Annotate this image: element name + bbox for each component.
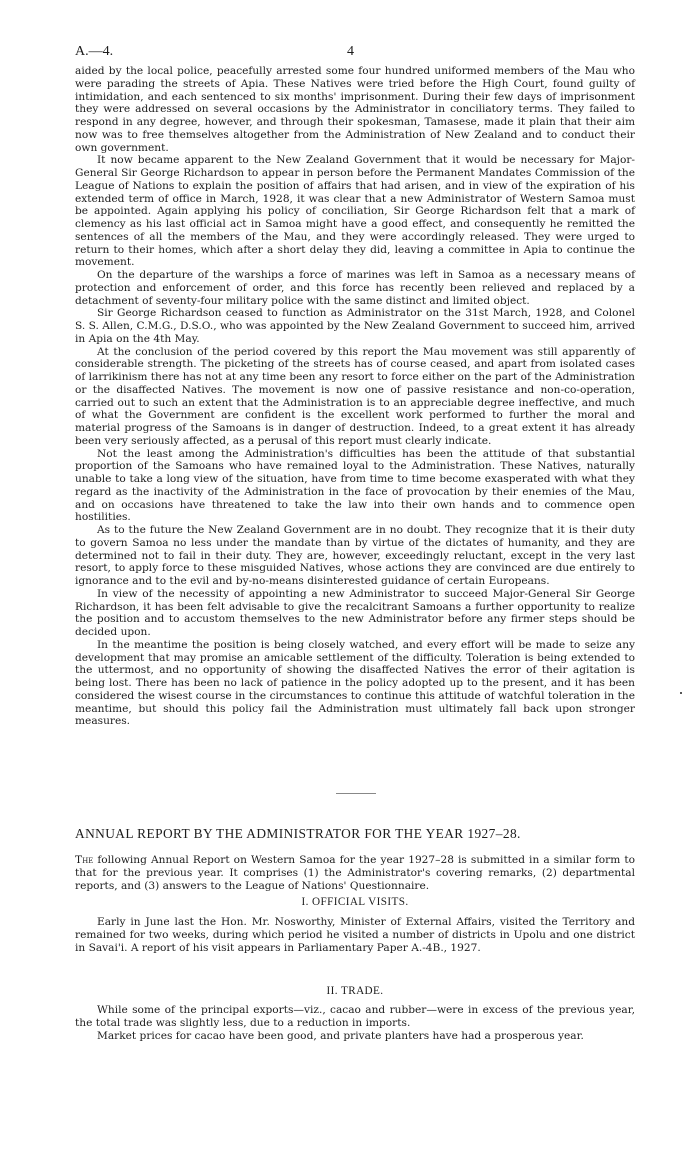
- paragraph: It now became apparent to the New Zealand Government that it would be necessary for Major-General Sir George Richardson to appear in person before the Permanent Mandates Commission of the League of Nations to explain the position of affairs that had arisen, and in view of the expiration of his extended term of office in March, 1928, it was clear that a new Administrator of Western Samoa must be appointed. Again applying his policy of conciliation, Sir George Richardson felt that a mark of clemency as his last official act in Samoa might have a good effect, and consequently he remitted the sentences of all the members of the Mau, and they were accordingly released. They were urged to return to their homes, which after a short delay they did, leaving a committee in Apia to continue the movement.: [75, 154, 635, 269]
- section-heading-trade: II. TRADE.: [326, 985, 384, 997]
- section-divider: [336, 793, 376, 794]
- section-body-official-visits: [75, 916, 635, 954]
- paragraph: While some of the principal exports—viz., cacao and rubber—were in excess of the previous year, the total trade was slightly less, due to a reduction in imports.: [75, 1004, 635, 1029]
- paragraph: aided by the local police, peacefully arrested some four hundred uniformed members of the Mau who were parading the streets of Apia. These Natives were tried before the High Court, found guilty of intimidation, and each sentenced to six months' imprisonment. During their few days of imprisonment they were addressed on several occasions by the Administrator in conciliatory terms. They failed to respond in any degree, however, and through their spokesman, Tamasese, made it plain that their aim now was to free themselves altogether from the Administration of New Zealand and to conduct their own government.: [75, 65, 635, 154]
- paragraph: In the meantime the position is being closely watched, and every effort will be made to seize any development that may promise an amicable settlement of the difficulty. Toleration is being extended to the uttermost, and no opportunity of showing the disaffected Natives the error of their agitation is being lost. There has been no lack of patience in the policy adopted up to the present, and it has been considered the wisest course in the circumstances to continue this attitude of watchful toleration in the meantime, but should this policy fail the Administration must ultimately fall back upon stronger measures.: [75, 638, 635, 728]
- report-intro: [75, 854, 635, 892]
- paragraph: Early in June last the Hon. Mr. Nosworthy, Minister of External Affairs, visited the Territory and remained for two weeks, during which period he visited a number of districts in Upolu and one district in Savai'i. A report of his visit appears in Parliamentary Paper A.-4B., 1927.: [75, 916, 635, 954]
- section-heading-official-visits: I. OFFICIAL VISITS.: [301, 896, 409, 908]
- paragraph: Not the least among the Administration's difficulties has been the attitude of that substantial proportion of the Samoans who have remained loyal to the Administration. These Natives, naturally unable to take a long view of the situation, have from time to time become exasperated with what they regard as the inactivity of the Administration in the face of provocation by their enemies of the Mau, and on occasions have threatened to take the law into their own hands and to commence open hostilities.: [75, 447, 635, 524]
- intro-text: following Annual Report on Western Samoa for the year 1927–28 is submitted in a similar form to that for the previous year. It comprises (1) the Administrator's covering remarks, (2) departmental reports, and (3) answers to the League of Nations' Questionnaire.: [75, 854, 635, 892]
- paragraph: Sir George Richardson ceased to function as Administrator on the 31st March, 1928, and Colonel S. S. Allen, C.M.G., D.S.O., who was appointed by the New Zealand Government to succeed him, arrived in Apia on the 4th May.: [75, 307, 635, 345]
- paragraph: At the conclusion of the period covered by this report the Mau movement was still apparently of considerable strength. The picketing of the streets has of course ceased, and apart from isolated cases of larrikinism there has not at any time been any resort to force either on the part of the Administration or the disaffected Natives. The movement is now one of passive resistance and non-co-operation, carried out to such an extent that the Administration is to an appreciable degree ineffective, and much of what the Government are confident is the excellent work performed to further the moral and material progress of the Samoans is in danger of destruction. Indeed, to a great extent it has already been very seriously affected, as a perusal of this report must clearly indicate.: [75, 345, 635, 447]
- section-body-trade: [75, 1004, 635, 1042]
- body-text: [75, 65, 635, 728]
- report-title: ANNUAL REPORT BY THE ADMINISTRATOR FOR THE YEAR 1927–28.: [75, 826, 521, 841]
- paragraph: As to the future the New Zealand Government are in no doubt. They recognize that it is their duty to govern Samoa no less under the mandate than by virtue of the dictates of humanity, and they are determined not to fail in their duty. They are, however, exceedingly reluctant, except in the very last resort, to apply force to these misguided Natives, whose actions they are convinced are due entirely to ignorance and to the evil and by-no-means disinterested guidance of certain Europeans.: [75, 524, 635, 587]
- page-number: 4: [347, 44, 354, 59]
- intro-lead-word: The: [75, 854, 94, 866]
- paragraph: On the departure of the warships a force of marines was left in Samoa as a necessary means of protection and enforcement of order, and this force has recently been relieved and replaced by a detachment of seventy-four military police with the same distinct and limited object.: [75, 269, 635, 307]
- page-header: [75, 44, 630, 62]
- paragraph: In view of the necessity of appointing a new Administrator to succeed Major-General Sir George Richardson, it has been felt advisable to give the recalcitrant Samoans a further opportunity to realize the position and to accustom themselves to the new Administrator before any firmer steps should be decided upon.: [75, 587, 635, 638]
- paragraph: Market prices for cacao have been good, and private planters have had a prosperous year.: [97, 1029, 584, 1042]
- margin-mark: [680, 692, 682, 694]
- document-code: A.—4.: [75, 44, 114, 59]
- report-intro-paragraph: [75, 854, 635, 892]
